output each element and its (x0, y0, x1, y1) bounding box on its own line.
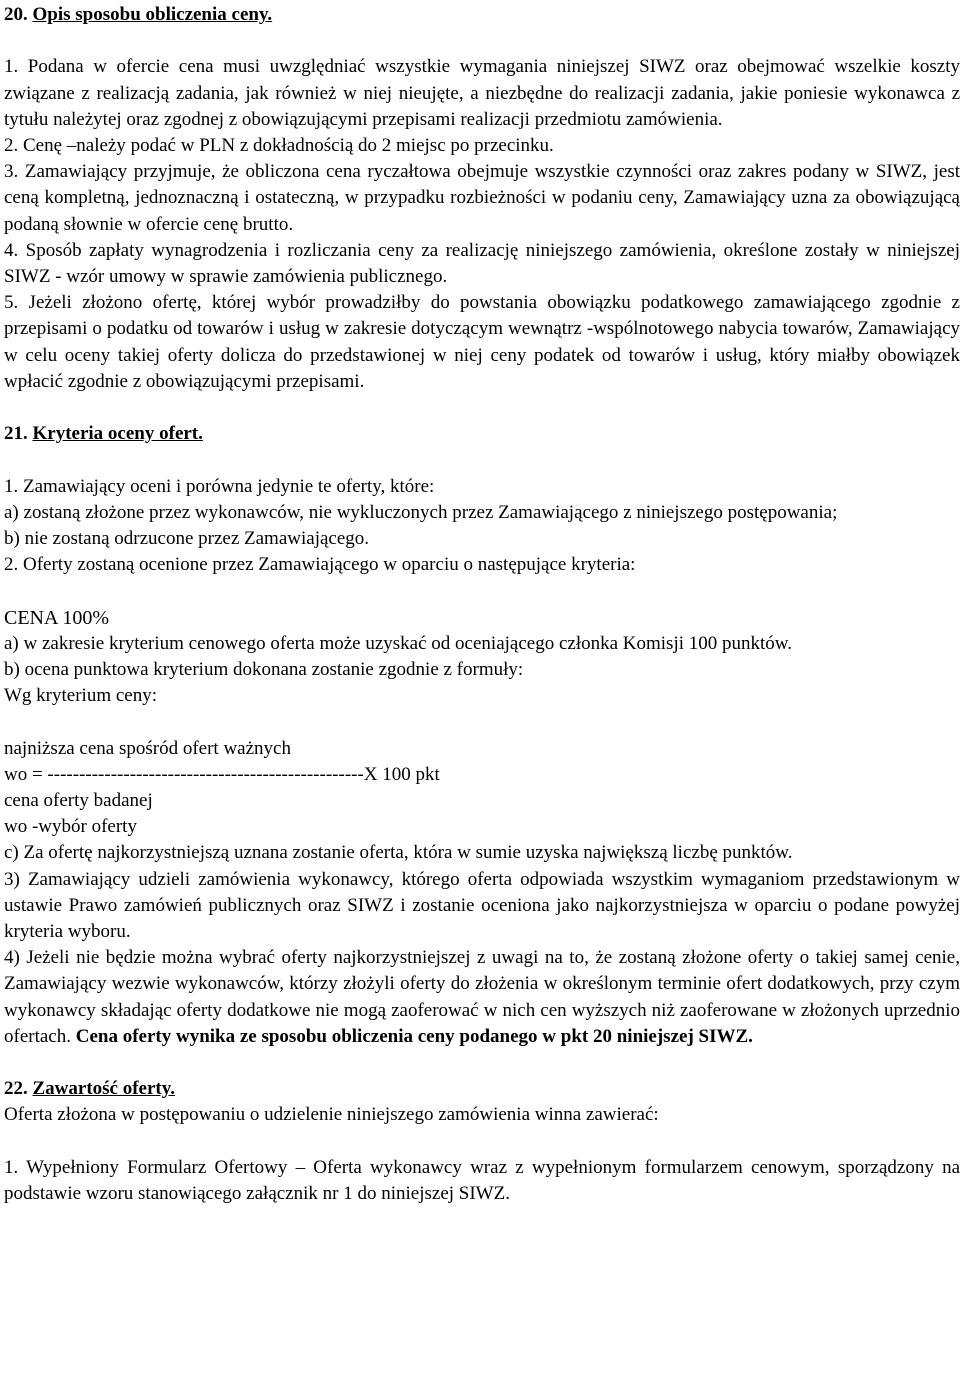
section-21-point-1: 1. Zamawiający oceni i porówna jedynie te oferty, które: (4, 475, 435, 497)
section-20-point-2: 2. Cenę –należy podać w PLN z dokładnością do 2 miejsc po przecinku. (4, 135, 554, 156)
criterion-label: CENA 100% (4, 606, 109, 629)
section-20-title: Opis sposobu obliczenia ceny. (32, 4, 273, 25)
section-21-point-4 (4, 945, 960, 1050)
section-21-title: Kryteria oceny ofert. (32, 423, 203, 445)
section-22-intro: Oferta złożona w postępowaniu o udzielenie niniejszego zamówienia winna zawierać: (4, 1104, 659, 1126)
section-22-point-1: 1. Wypełniony Formularz Ofertowy – Oferta wykonawcy wraz z wypełnionym formularzem cenowym, sporządzony na podstawie wzoru stanowiącego załącznik nr 1 do niniejszej SIWZ. (4, 1156, 960, 1205)
criterion-point-b: b) ocena punktowa kryterium dokonana zostanie zgodnie z formuły: (4, 659, 524, 681)
spacer (4, 709, 960, 735)
section-22-number: 22. (4, 1078, 28, 1100)
section-20-point-3: 3. Zamawiający przyjmuje, że obliczona cena ryczałtowa obejmuje wszystkie czynności oraz zakres podany w SIWZ, jest ceną kompletną, jednoznaczną i ostateczną, w przypadku rozbieżności w podaniu ceny, Zamawiający uzna za obowiązującą podaną słownie w ofercie cenę brutto. (4, 161, 960, 235)
section-21-number: 21. (4, 423, 28, 445)
criterion-price-heading: Wg kryterium ceny: (4, 685, 158, 707)
spacer (4, 578, 960, 604)
formula-numerator: najniższa cena spośród ofert ważnych (4, 737, 291, 759)
section-22-heading (4, 1076, 960, 1102)
spacer (4, 1050, 960, 1076)
section-20-point-5: 5. Jeżeli złożono ofertę, której wybór prowadziłby do powstania obowiązku podatkowego zamawiającego zgodnie z przepisami o podatku od towarów i usług w zakresie dotyczącym wewnątrz -wspólnotowego nabycia towarów, Zamawiający w celu oceny takiej oferty dolicza do przedstawionej w niej ceny podatek od towarów i usług, który miałby obowiązek wpłacić zgodnie z obowiązującymi przepisami. (4, 292, 960, 392)
spacer (4, 28, 960, 54)
criterion-point-c: c) Za ofertę najkorzystniejszą uznana zostanie oferta, która w sumie uzyska największą liczbę punktów. (4, 842, 793, 864)
section-21-point-1b: b) nie zostaną odrzucone przez Zamawiającego. (4, 528, 370, 550)
criterion-point-a: a) w zakresie kryterium cenowego oferta może uzyskać od oceniającego członka Komisji 100 punktów. (4, 632, 793, 654)
section-21-point-4-text: 4) Jeżeli nie będzie można wybrać oferty najkorzystniejszej z uwagi na to, że zostaną złożone oferty o takiej samej cenie, Zamawiający wezwie wykonawców, którzy złożyli oferty do złożenia w określonym terminie ofert dodatkowych, przy czym wykonawcy składając oferty dodatkowe nie mogą zaoferować w nich cen wyższych niż zaoferowane w złożonych uprzednio ofertach. (4, 947, 960, 1047)
section-20-number: 20. (4, 4, 28, 25)
section-21-point-4-bold: Cena oferty wynika ze sposobu obliczenia ceny podanego w pkt 20 niniejszej SIWZ. (75, 1025, 753, 1047)
section-20-point-4: 4. Sposób zapłaty wynagrodzenia i rozliczania ceny za realizację niniejszego zamówienia, określone zostały w niniejszej SIWZ - wzór umowy w sprawie zamówienia publicznego. (4, 239, 960, 288)
formula-legend: wo -wybór oferty (4, 816, 137, 838)
spacer (4, 1129, 960, 1155)
formula-denominator: cena oferty badanej (4, 790, 153, 812)
section-21-heading (4, 421, 960, 447)
section-21-point-2: 2. Oferty zostaną ocenione przez Zamawiającego w oparciu o następujące kryteria: (4, 554, 636, 576)
formula-line: wo = --------------------------------------------------X 100 pkt (4, 763, 440, 785)
spacer (4, 447, 960, 473)
spacer (4, 395, 960, 421)
section-20-point-1: 1. Podana w ofercie cena musi uwzględniać wszystkie wymagania niniejszej SIWZ oraz obejmować wszelkie koszty związane z realizacją zadania, jak również w niej nieujęte, a niezbędne do realizacji zadania, jakie poniesie wykonawca z tytułu należytej oraz zgodnej z obowiązującymi przepisami realizacji przedmiotu zamówienia. (4, 56, 960, 130)
section-20-heading (4, 2, 960, 28)
section-21-point-3: 3) Zamawiający udzieli zamówienia wykonawcy, którego oferta odpowiada wszystkim wymaganiom przedstawionym w ustawie Prawo zamówień publicznych oraz SIWZ i zostanie oceniona jako najkorzystniejsza w oparciu o podane powyżej kryteria wyboru. (4, 868, 960, 943)
section-21-point-1a: a) zostaną złożone przez wykonawców, nie wykluczonych przez Zamawiającego z niniejszego postępowania; (4, 501, 838, 523)
section-22-title: Zawartość oferty. (32, 1078, 175, 1100)
